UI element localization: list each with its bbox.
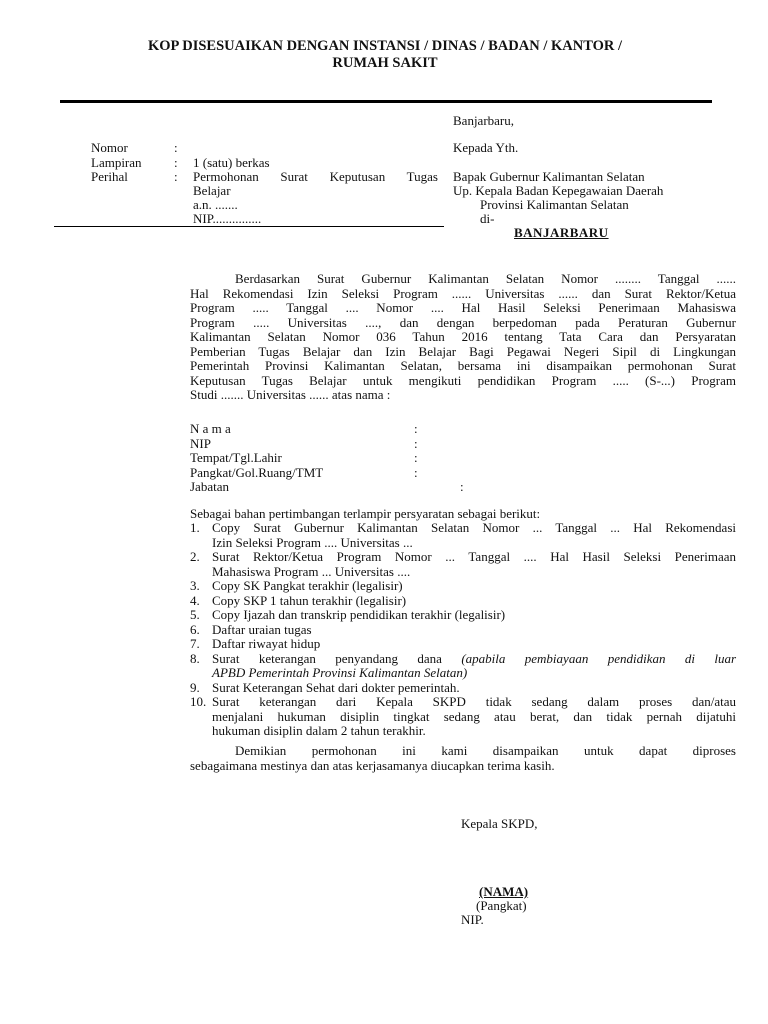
list-text: Surat keterangan dari Kepala SKPD tidak sedang dalam proses dan/atau (212, 694, 736, 709)
closing-paragraph (190, 744, 736, 773)
list-text: Copy Ijazah dan transkrip pendidikan terakhir (legalisir) (212, 607, 506, 622)
list-text (212, 652, 736, 667)
field-pangkat (190, 466, 490, 481)
identity-fields (190, 422, 490, 495)
list-text: menjalani hukuman disiplin tingkat sedang atau berat, dan tidak pernah dijatuhi (212, 708, 736, 724)
list-text: hukuman disiplin dalam 2 tahun terakhir. (212, 723, 426, 738)
header-divider (54, 226, 444, 227)
list-number: 4. (190, 592, 200, 608)
perihal-colon: : (174, 169, 178, 184)
nomor-label: Nomor (91, 140, 128, 155)
signature-nip: NIP. (461, 912, 484, 927)
body-line-2: Hal Rekomendasi Izin Seleksi Program ...... Universitas ...... dan Surat Rektor/Ketua (190, 285, 736, 301)
list-item (190, 608, 736, 623)
list-text-plain: Surat keterangan penyandang dana (212, 650, 462, 666)
list-number: 2. (190, 549, 200, 564)
field-jabatan (190, 480, 490, 495)
body-line-1: Berdasarkan Surat Gubernur Kalimantan Selatan Nomor ........ Tanggal ...... (235, 271, 736, 286)
closing-line-2: sebagaimana mestinya dan atas kerjasamanya diucapkan terima kasih. (190, 757, 555, 773)
field-label: Jabatan (190, 479, 229, 494)
recipient-city: BANJARBARU (514, 225, 609, 240)
field-label: Pangkat/Gol.Ruang/TMT (190, 464, 324, 480)
closing-line-1: Demikian permohonan ini kami disampaikan untuk dapat diproses (235, 743, 736, 758)
perihal-line-4: NIP............... (193, 211, 262, 226)
perihal-line-3: a.n. ....... (193, 197, 238, 212)
recipient-line-3: Provinsi Kalimantan Selatan (480, 197, 629, 212)
list-item (190, 652, 736, 681)
list-number: 6. (190, 621, 200, 637)
list-item (190, 681, 736, 696)
field-nip (190, 437, 490, 452)
place-date: Banjarbaru, (453, 113, 515, 128)
recipient-greeting: Kepada Yth. (453, 140, 519, 155)
field-colon: : (414, 435, 418, 451)
list-item (190, 623, 736, 638)
recipient-line-4: di- (480, 211, 495, 226)
body-paragraph (190, 272, 736, 403)
body-line-6: Pemberian Tugas Belajar dan Izin Belajar Bagi Pegawai Negeri Sipil di Lingkungan (190, 343, 736, 359)
list-text-italic: APBD Pemerintah Provinsi Kalimantan Selatan) (212, 665, 468, 680)
list-item (190, 637, 736, 652)
list-number: 3. (190, 578, 200, 593)
list-text: Copy Surat Gubernur Kalimantan Selatan Nomor ... Tanggal ... Hal Rekomendasi (212, 520, 736, 535)
body-line-4: Program ..... Universitas ...., dan dengan berpedoman pada Peraturan Gubernur (190, 314, 736, 330)
letterhead-line-1: KOP DISESUAIKAN DENGAN INSTANSI / DINAS / BADAN / KANTOR / (147, 38, 623, 54)
list-item (190, 550, 736, 579)
list-item (190, 594, 736, 609)
list-number: 10. (190, 694, 207, 709)
list-item (190, 579, 736, 594)
field-colon: : (414, 421, 418, 436)
requirements-list (190, 521, 736, 739)
letterhead-line-2: RUMAH SAKIT (332, 55, 438, 71)
body-line-5: Kalimantan Selatan Nomor 036 Tahun 2016 tentang Tata Cara dan Persyaratan (190, 329, 736, 344)
lampiran-label: Lampiran (91, 155, 142, 170)
list-number: 5. (190, 607, 200, 622)
field-colon: : (460, 479, 464, 494)
requirements-intro: Sebagai bahan pertimbangan terlampir persyaratan sebagai berikut: (190, 506, 541, 521)
list-number: 1. (190, 520, 200, 535)
field-nama (190, 422, 490, 437)
lampiran-colon: : (174, 155, 178, 170)
list-text: Daftar uraian tugas (212, 621, 312, 637)
perihal-label: Perihal (91, 169, 128, 184)
list-number: 7. (190, 636, 200, 651)
nomor-colon: : (174, 140, 178, 155)
list-number: 8. (190, 650, 200, 666)
signature-rank: (Pangkat) (476, 898, 527, 913)
list-item (190, 695, 736, 739)
perihal-line-1: Permohonan Surat Keputusan Tugas (193, 169, 438, 184)
list-text: Surat Rektor/Ketua Program Nomor ... Tanggal .... Hal Hasil Seleksi Penerimaan (212, 549, 736, 564)
signature-title: Kepala SKPD, (461, 816, 538, 831)
field-colon: : (414, 450, 418, 465)
letterhead (60, 38, 710, 72)
field-label: Tempat/Tgl.Lahir (190, 450, 282, 465)
field-colon: : (414, 464, 418, 480)
list-number: 9. (190, 679, 200, 695)
recipient-line-2: Up. Kepala Badan Kepegawaian Daerah (453, 183, 664, 198)
list-text: Izin Seleksi Program .... Universitas ... (212, 534, 413, 550)
body-line-7: Pemerintah Provinsi Kalimantan Selatan, bersama ini disampaikan permohonan Surat (190, 358, 736, 373)
list-text: Copy SK Pangkat terakhir (legalisir) (212, 578, 403, 593)
lampiran-value: 1 (satu) berkas (193, 155, 270, 170)
list-text: Copy SKP 1 tahun terakhir (legalisir) (212, 592, 407, 608)
body-line-9: Studi ....... Universitas ...... atas nama : (190, 387, 391, 402)
recipient-line-1: Bapak Gubernur Kalimantan Selatan (453, 169, 645, 184)
body-line-3: Program ..... Tanggal .... Nomor .... Hal Hasil Seleksi Penerimaan Mahasiswa (190, 300, 736, 315)
field-tempat-tgl-lahir (190, 451, 490, 466)
letterhead-divider (60, 100, 712, 103)
list-item (190, 521, 736, 550)
perihal-line-2: Belajar (193, 183, 231, 198)
list-text: Daftar riwayat hidup (212, 636, 321, 651)
list-text-italic: (apabila pembiayaan pendidikan di luar (461, 650, 737, 666)
list-text: Surat Keterangan Sehat dari dokter pemerintah. (212, 679, 460, 695)
signature-name: (NAMA) (479, 884, 529, 899)
field-label: N a m a (190, 421, 231, 436)
field-label: NIP (190, 435, 211, 451)
body-line-8: Keputusan Tugas Belajar untuk mengikuti pendidikan Program ..... (S-...) Program (190, 372, 736, 388)
list-text: Mahasiswa Program ... Universitas .... (212, 563, 411, 579)
